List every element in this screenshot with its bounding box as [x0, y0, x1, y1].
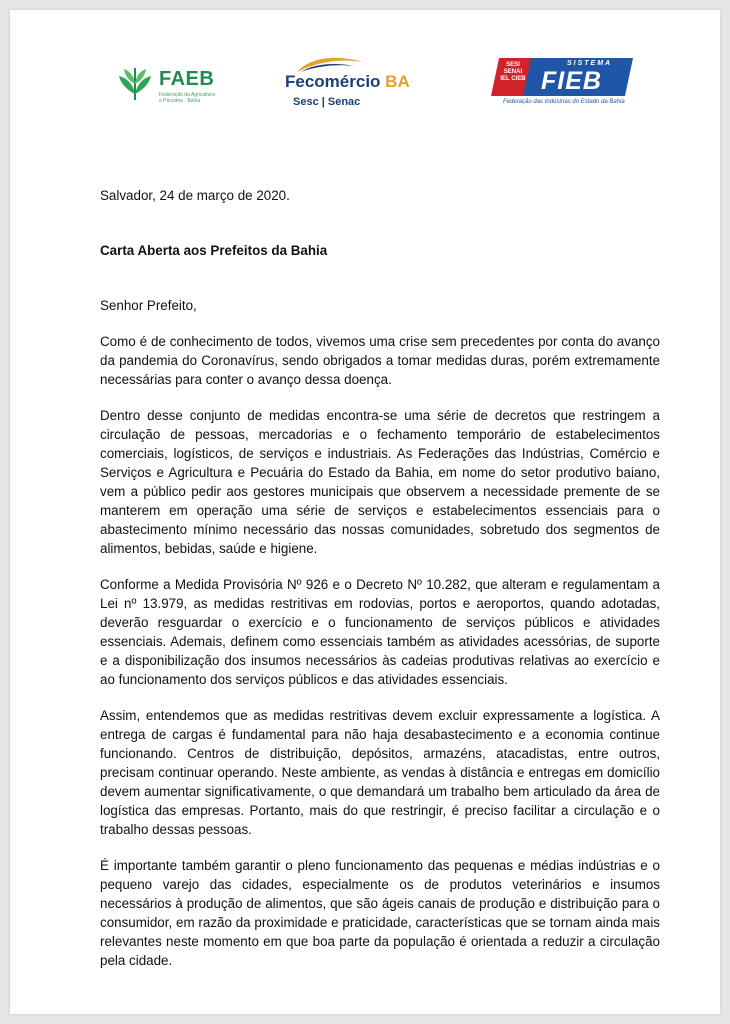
fecomercio-logo [285, 56, 435, 116]
fieb-subtitle: Federação das Indústrias do Estado da Bahia [503, 99, 625, 105]
fieb-logo [495, 58, 635, 113]
fieb-name: FIEB [541, 67, 602, 95]
letter-paragraph: Dentro desse conjunto de medidas encontra-se uma série de decretos que restringem a circulação de pessoas, mercadorias e o fechamento temporário de estabelecimentos comerciais, logísticos, de serviços e industriais. As Federações das Indústrias, Comércio e Serviços e Agricultura e Pecuária do Estado da Bahia, em nome do setor produtivo baiano, vem a público pedir aos gestores municipais que observem a necessidade premente de se manterem em operação uma série de serviços e estabelecimentos essenciais para o abastecimento mínimo necessário das nossas comunidades, sobretudo dos segmentos de alimentos, bebidas, saúde e higiene. [100, 408, 660, 556]
fieb-badge-text: SESI SENAI IEL CIEB [500, 62, 526, 82]
faeb-name: FAEB [159, 68, 215, 90]
letter-paragraph: Conforme a Medida Provisória Nº 926 e o Decreto Nº 10.282, que alteram e regulamentam a Lei nº 13.979, as medidas restritivas em rodovias, portos e aeroportos, quando adotadas, deverão resguardar o exercício e o funcionamento de serviços públicos e atividades essenciais. Ademais, definem como essenciais também as atividades acessórias, de suporte e a disponibilização dos insumos necessários às cadeias produtivas relativas ao exercício e ao funcionamento dos serviços públicos e das atividades essenciais. [100, 577, 660, 687]
letter-title: Carta Aberta aos Prefeitos da Bahia [100, 243, 328, 258]
letter-greeting: Senhor Prefeito, [100, 298, 197, 313]
fecomercio-region: BA [385, 72, 410, 91]
letter-paragraph: É importante também garantir o pleno funcionamento das pequenas e médias indústrias e o pequeno varejo das cidades, especialmente os de produtos veterinários e insumos necessários à produção de alimentos, que são ágeis canais de produção e distribuição para o consumidor, em razão da proximidade e praticidade, características que se tornam ainda mais relevantes neste momento em que boa parte da população é orientada a reduzir a circulação pela cidade. [100, 858, 660, 968]
fecomercio-name: Fecomércio BA [285, 72, 410, 91]
letter-date: Salvador, 24 de março de 2020. [100, 188, 290, 203]
letter-paragraph: Como é de conhecimento de todos, vivemos uma crise sem precedentes por conta do avanço da pandemia do Coronavírus, sendo obrigados a tomar medidas duras, porém extremamente necessárias para conter o avanço dessa doença. [100, 334, 660, 387]
document-page [10, 10, 720, 1014]
letter-paragraph: Assim, entendemos que as medidas restritivas devem excluir expressamente a logística. A entrega de cargas é fundamental para não haja desabastecimento e a economia continue funcionando. Centros de distribuição, depósitos, armazéns, atacadistas, entre outros, precisam continuar operando. Neste ambiente, as vendas à distância e entregas em domicílio devem aumentar significativamente, o que demandará um trabalho bem articulado da área de logística das empresas. Portanto, mais do que restringir, é preciso facilitar a circulação e o trabalho dessas pessoas. [100, 708, 660, 837]
fecomercio-subtitle: Sesc | Senac [293, 96, 361, 108]
letter-body [100, 186, 660, 987]
fieb-sistema: SISTEMA [567, 60, 613, 67]
leaf-icon [115, 64, 155, 102]
faeb-subtitle: Federação da Agricultura e Pecuária · Bahia [159, 92, 215, 104]
faeb-logo [115, 64, 225, 108]
letterhead-logos [10, 50, 720, 120]
